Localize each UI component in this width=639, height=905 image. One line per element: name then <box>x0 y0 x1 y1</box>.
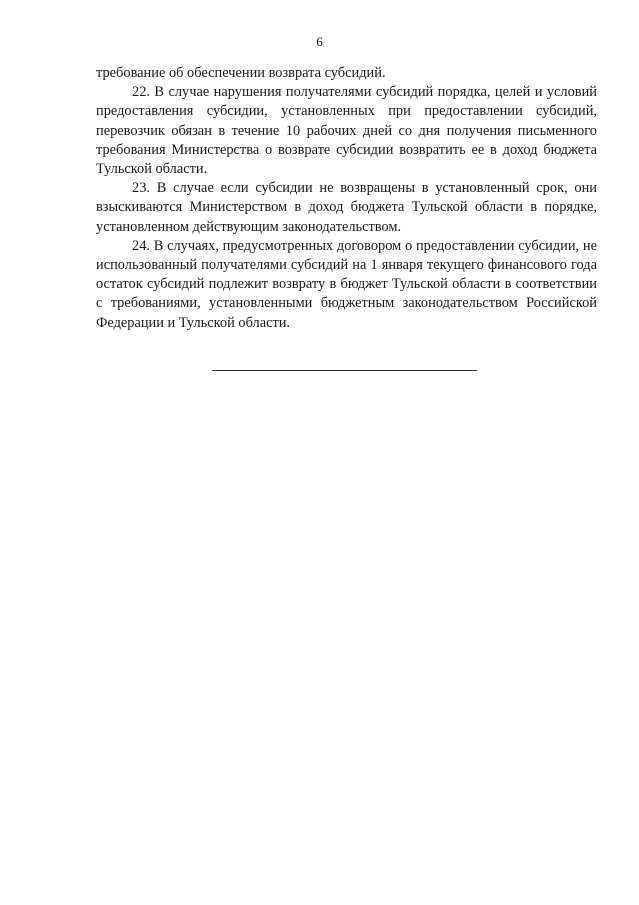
paragraph-24: 24. В случаях, предусмотренных договором о предоставлении субсидии, не использованный получателями субсидий на 1 января текущего финансового года остаток субсидий подлежит возврату в бюджет Тульской области в соответствии с требованиями, установленными бюджетным законодательством Российской Федерации и Тульской области. <box>96 237 597 331</box>
paragraph-continuation: требование об обеспечении возврата субсидий. <box>96 65 386 81</box>
document-body <box>96 64 597 333</box>
end-separator-line <box>212 370 477 371</box>
paragraph-22: 22. В случае нарушения получателями субсидий порядка, целей и условий предоставления субсидии, установленных при предоставлении субсидий, перевозчик обязан в течение 10 рабочих дней со дня получения письменного требования Министерства о возврате субсидии возвратить ее в доход бюджета Тульской области. <box>96 84 597 178</box>
paragraph-23: 23. В случае если субсидии не возвращены в установленный срок, они взыскиваются Министерством в доход бюджета Тульской области в порядке, установленном действующим законодательством. <box>96 180 597 235</box>
page-number: 6 <box>316 34 323 49</box>
